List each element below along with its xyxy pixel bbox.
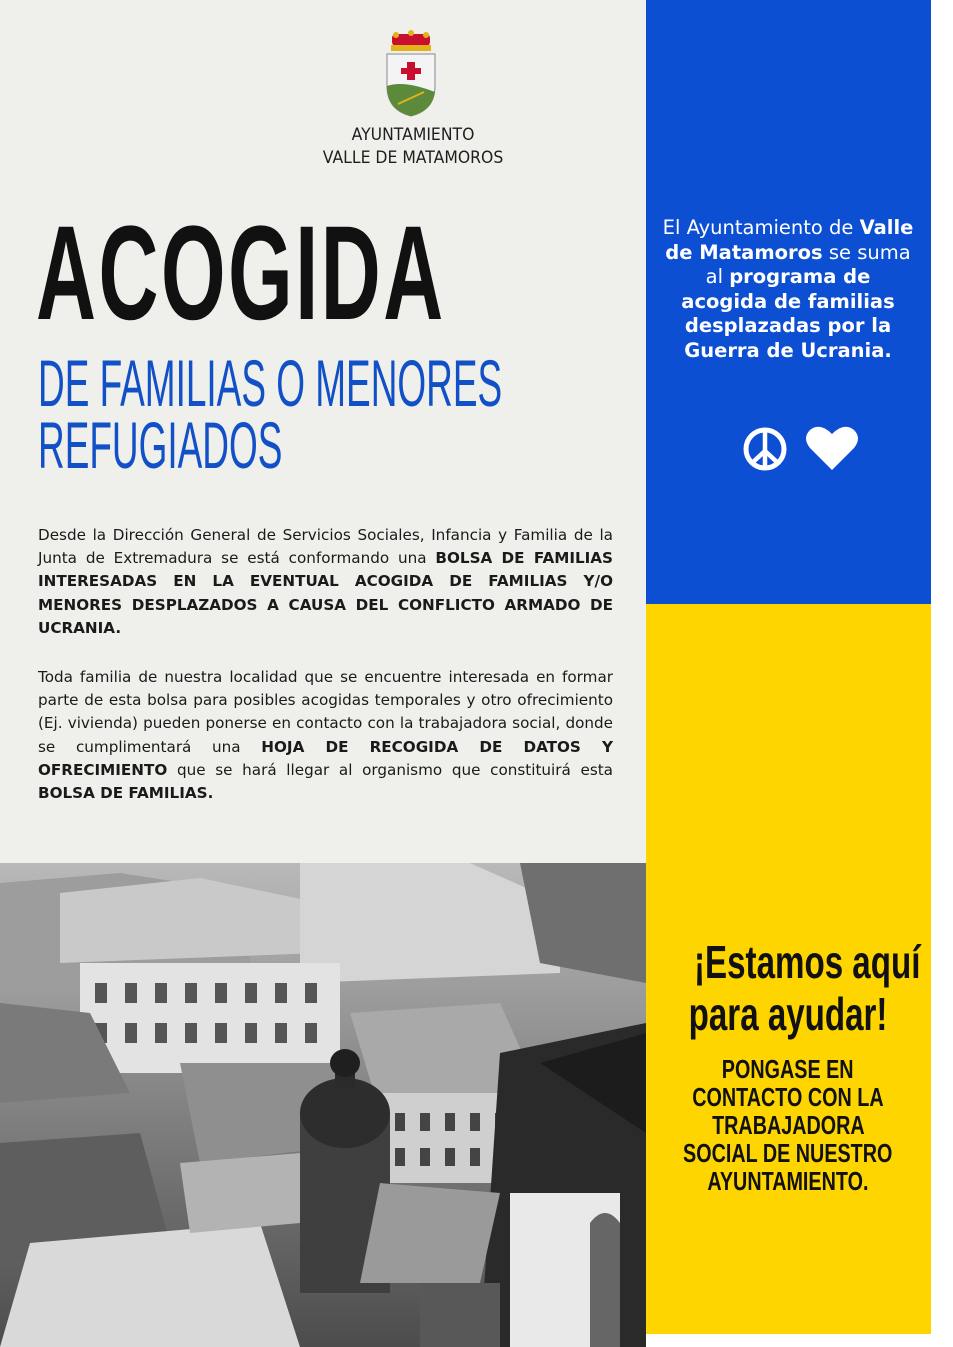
para2-text: Toda familia de nuestra localidad que se encuentre interesada en formar parte de esta bolsa para posibles acogidas temporales y otro ofrecimiento (Ej. vivienda) pueden ponerse en contacto con la trabajadora social, donde se cumplimentará una: [38, 668, 613, 756]
para2-bold-2: BOLSA DE FAMILIAS.: [38, 784, 214, 803]
city-rooftops-image: [0, 863, 646, 1347]
blue-panel-text: [660, 216, 916, 364]
coat-of-arms-icon: [384, 30, 438, 118]
para2-text-2: que se hará llegar al organismo que constituirá esta: [167, 760, 613, 779]
blue-text-1: El Ayuntamiento de: [662, 216, 860, 239]
heart-icon: [806, 427, 858, 470]
para2-bold-1: HOJA DE RECOGIDA DE DATOS Y OFRECIMIENTO: [38, 737, 613, 779]
contact-line-4: SOCIAL DE NUESTRO: [683, 1138, 893, 1168]
subtitle: [38, 346, 542, 482]
blue-text-2: se suma al: [705, 240, 911, 289]
main-title: ACOGIDA: [36, 199, 446, 348]
contact-line-3: TRABAJADORA: [711, 1110, 865, 1140]
contact-line-1: PONGASE EN: [722, 1054, 854, 1084]
subtitle-line-1: DE FAMILIAS O MENORES: [38, 346, 503, 420]
contact-line-5: AYUNTAMIENTO.: [707, 1166, 869, 1196]
subtitle-line-2: REFUGIADOS: [38, 408, 283, 482]
org-line-2: VALLE DE MATAMOROS: [322, 148, 504, 168]
intro-paragraph: [38, 524, 613, 640]
para1-text: Desde la Dirección General de Servicios Sociales, Infancia y Familia de la Junta de Extremadura se está conformando una: [38, 526, 613, 568]
peace-icon: [746, 430, 784, 468]
help-headline-line-1: ¡Estamos aquí: [694, 936, 921, 988]
icons-row: [740, 424, 860, 474]
contact-line-2: CONTACTO CON LA: [692, 1082, 884, 1112]
help-headline-line-2: para ayudar!: [688, 988, 888, 1040]
org-line-1: AYUNTAMIENTO: [351, 125, 475, 145]
blue-bold-1: Valle de Matamoros: [665, 216, 914, 264]
contact-paragraph: [38, 666, 613, 805]
help-headline: [650, 936, 926, 1040]
contact-instruction: [650, 1055, 926, 1195]
organization-name: [300, 124, 526, 170]
para1-bold: BOLSA DE FAMILIAS INTERESADAS EN LA EVENTUAL ACOGIDA DE FAMILIAS Y/O MENORES DESPLAZADOS A CAUSA DEL CONFLICTO ARMADO DE UCRANIA.: [38, 549, 613, 637]
city-photo: [0, 863, 646, 1347]
page-margin: [931, 0, 953, 1347]
blue-bold-2: programa de acogida de familias desplazadas por la Guerra de Ucrania.: [681, 265, 895, 362]
